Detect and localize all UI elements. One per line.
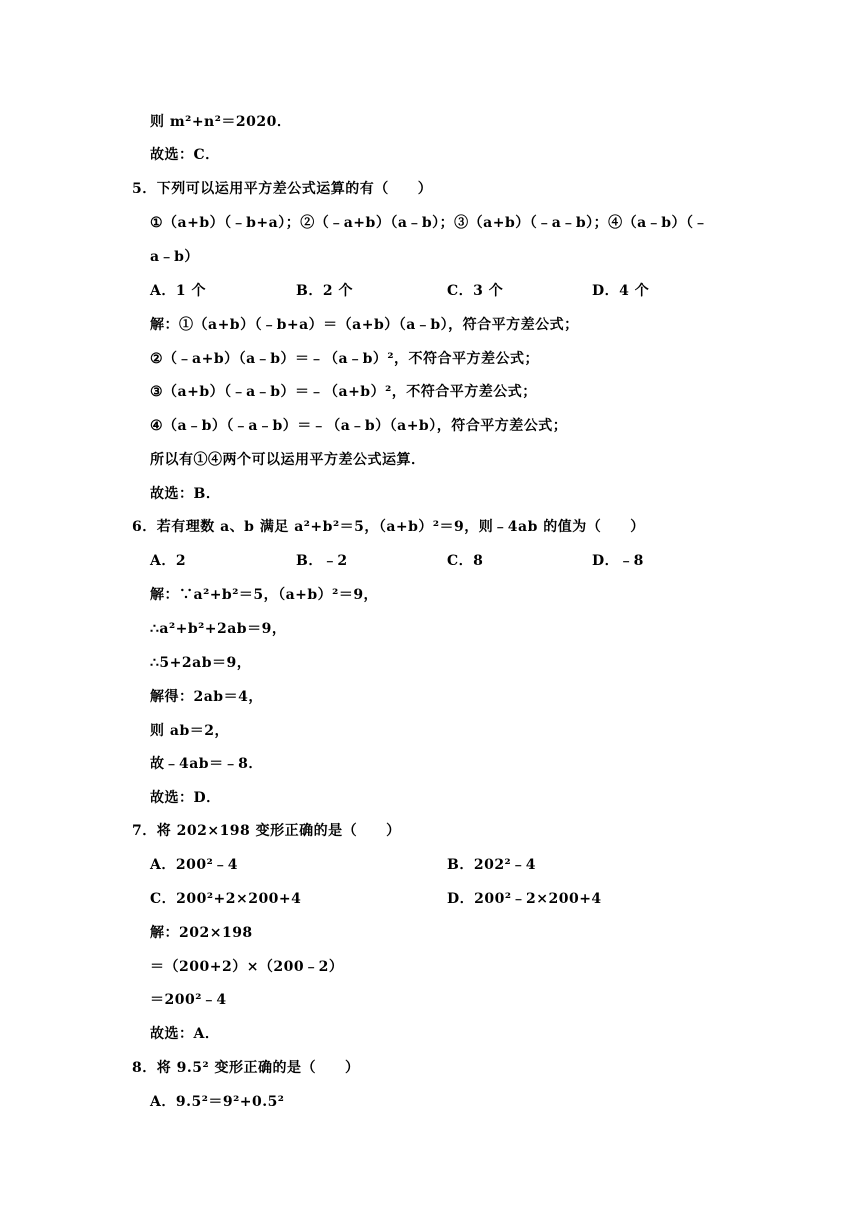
answer-line: 故选：A． xyxy=(150,1026,220,1042)
question-8-stem: 8．将 9.5² 变形正确的是（ ） xyxy=(132,1060,360,1076)
solution-line: ∴5+2ab＝9， xyxy=(150,655,252,671)
option-a: A．200²﹣4 xyxy=(150,857,238,873)
option-c: C．200²+2×200+4 xyxy=(150,891,302,907)
option-c: C．3 个 xyxy=(447,283,504,299)
question-6-stem: 6．若有理数 a、b 满足 a²+b²＝5，（a+b）²＝9，则﹣4ab 的值为（ ） xyxy=(132,519,645,535)
solution-line: 解：202×198 xyxy=(150,925,253,941)
solution-line: 所以有①④两个可以运用平方差公式运算． xyxy=(150,452,426,468)
option-a: A．1 个 xyxy=(150,283,206,299)
solution-line: 解：∵a²+b²＝5，（a+b）²＝9， xyxy=(150,587,379,603)
solution-line: 则 ab＝2， xyxy=(150,723,229,739)
solution-line: ∴a²+b²+2ab＝9， xyxy=(150,621,287,637)
option-b: B．202²﹣4 xyxy=(447,857,536,873)
option-c: C．8 xyxy=(447,553,484,569)
solution-line: ④（a﹣b）（﹣a﹣b）＝﹣（a﹣b）（a+b），符合平方差公式； xyxy=(150,418,568,434)
solution-line: 解得：2ab＝4， xyxy=(150,689,263,705)
text-line: 故选：C． xyxy=(150,147,220,163)
option-b: B．﹣2 xyxy=(296,553,348,569)
solution-line: 解：①（a+b）（﹣b+a）＝（a+b）（a﹣b），符合平方差公式； xyxy=(150,317,579,333)
option-b: B．2 个 xyxy=(296,283,353,299)
answer-line: 故选：D． xyxy=(150,790,221,806)
option-d: D．4 个 xyxy=(592,283,650,299)
question-5-stem: 5．下列可以运用平方差公式运算的有（ ） xyxy=(132,181,433,197)
solution-line: 故﹣4ab＝﹣8． xyxy=(150,756,263,772)
option-d: D．200²﹣2×200+4 xyxy=(447,891,602,907)
question-7-stem: 7．将 202×198 变形正确的是（ ） xyxy=(132,823,401,839)
solution-line: ＝（200+2）×（200﹣2） xyxy=(150,959,344,975)
solution-line: ②（﹣a+b）（a﹣b）＝﹣（a﹣b）²，不符合平方差公式； xyxy=(150,351,539,367)
solution-line: ＝200²﹣4 xyxy=(150,992,227,1008)
option-d: D．﹣8 xyxy=(592,553,644,569)
question-5-expressions-cont: a﹣b） xyxy=(150,249,199,265)
option-a: A．9.5²＝9²+0.5² xyxy=(150,1094,285,1110)
text-line: 则 m²+n²＝2020． xyxy=(150,114,292,130)
question-5-expressions: ①（a+b）（﹣b+a）；②（﹣a+b）（a﹣b）；③（a+b）（﹣a﹣b）；④（a﹣b）（﹣ xyxy=(150,215,708,231)
solution-line: ③（a+b）（﹣a﹣b）＝﹣（a+b）²，不符合平方差公式； xyxy=(150,384,537,400)
option-a: A．2 xyxy=(150,553,187,569)
answer-line: 故选：B． xyxy=(150,486,221,502)
